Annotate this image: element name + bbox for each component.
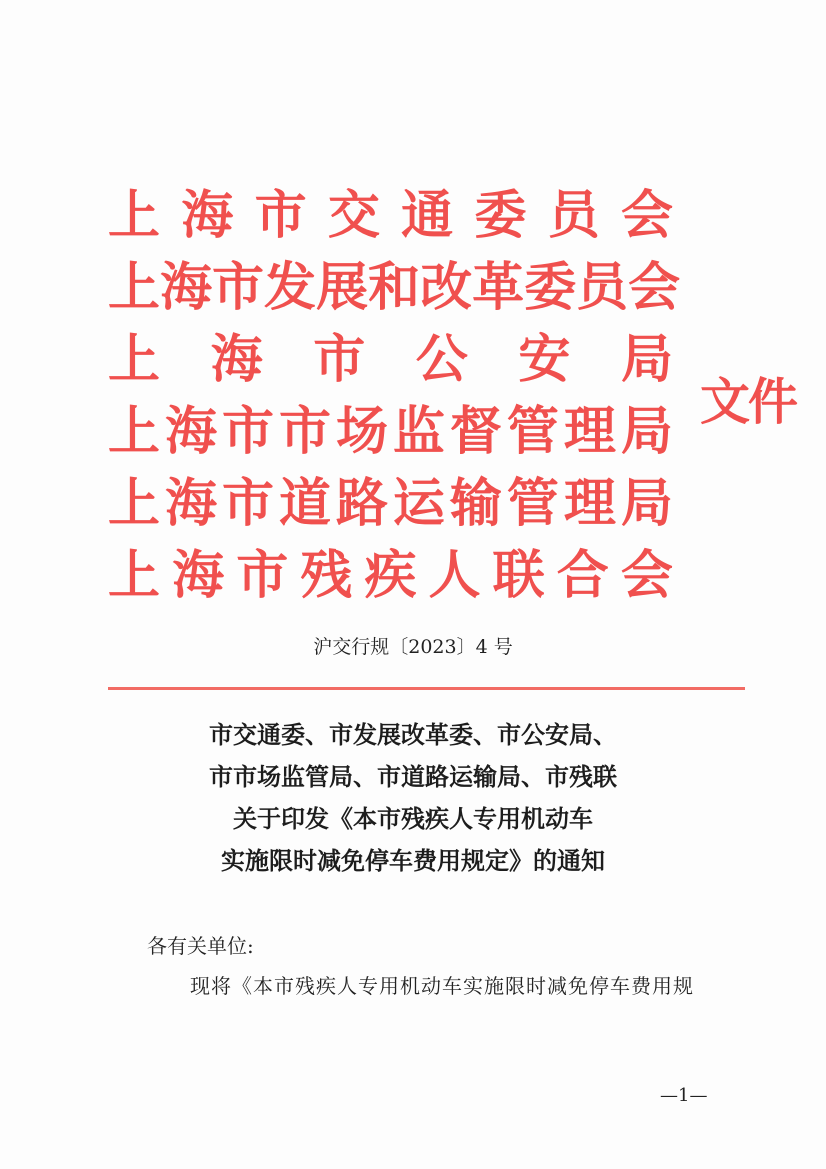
issuer-char: 委 xyxy=(524,257,577,318)
issuer-char: 管 xyxy=(506,401,559,462)
issuer-char: 监 xyxy=(392,401,445,462)
issuer-char: 上 xyxy=(108,473,161,534)
issuer-char: 员 xyxy=(576,257,629,318)
issuer-line xyxy=(108,468,673,540)
issuer-line xyxy=(108,540,673,612)
issuer-char: 上 xyxy=(108,329,161,390)
issuer-char: 市 xyxy=(221,401,274,462)
issuer-char: 上 xyxy=(108,545,161,606)
issuer-char: 上 xyxy=(108,185,161,246)
body-paragraph: 现将《本市残疾人专用机动车实施限时减免停车费用规 xyxy=(190,974,694,998)
issuer-char: 市 xyxy=(212,257,265,318)
salutation: 各有关单位: xyxy=(147,934,254,958)
issuer-line xyxy=(108,252,681,324)
issuer-char: 局 xyxy=(620,473,673,534)
issuer-char: 会 xyxy=(620,545,673,606)
page-number: —1— xyxy=(660,1085,708,1106)
issuer-char: 场 xyxy=(335,401,388,462)
title-line: 关于印发《本市残疾人专用机动车 xyxy=(233,805,593,833)
issuer-char: 市 xyxy=(313,329,366,390)
issuer-char: 会 xyxy=(620,185,673,246)
issuer-char: 疾 xyxy=(364,545,417,606)
issuer-char: 交 xyxy=(327,185,380,246)
red-divider xyxy=(108,687,745,690)
issuer-char: 会 xyxy=(628,257,681,318)
issuer-char: 道 xyxy=(278,473,331,534)
issuer-char: 残 xyxy=(300,545,353,606)
issuer-char: 委 xyxy=(474,185,527,246)
issuer-char: 海 xyxy=(172,545,225,606)
issuer-char: 海 xyxy=(160,257,213,318)
issuer-line xyxy=(108,324,673,396)
issuer-char: 局 xyxy=(620,401,673,462)
issuer-char: 局 xyxy=(620,329,673,390)
issuer-char: 改 xyxy=(420,257,473,318)
issuer-char: 运 xyxy=(392,473,445,534)
issuer-char: 联 xyxy=(492,545,545,606)
issuer-char: 革 xyxy=(472,257,525,318)
document-number: 沪交行规〔2023〕4 号 xyxy=(313,636,513,658)
issuer-char: 公 xyxy=(415,329,468,390)
issuer-char: 路 xyxy=(335,473,388,534)
issuer-char: 理 xyxy=(563,473,616,534)
issuer-char: 管 xyxy=(506,473,559,534)
issuer-char: 合 xyxy=(556,545,609,606)
issuer-char: 市 xyxy=(221,473,274,534)
issuer-char: 市 xyxy=(278,401,331,462)
issuer-char: 督 xyxy=(449,401,502,462)
issuer-char: 市 xyxy=(236,545,289,606)
title-line: 实施限时减免停车费用规定》的通知 xyxy=(221,847,605,875)
issuer-char: 输 xyxy=(449,473,502,534)
issuer-line xyxy=(108,180,673,252)
file-label: 文件 xyxy=(700,372,796,431)
issuer-char: 海 xyxy=(210,329,263,390)
issuer-char: 展 xyxy=(316,257,369,318)
issuer-char: 市 xyxy=(254,185,307,246)
title-line: 市市场监管局、市道路运输局、市残联 xyxy=(209,763,617,791)
issuer-char: 人 xyxy=(428,545,481,606)
issuer-char: 理 xyxy=(563,401,616,462)
issuer-char: 上 xyxy=(108,401,161,462)
issuer-char: 员 xyxy=(547,185,600,246)
issuer-char: 和 xyxy=(368,257,421,318)
issuer-char: 安 xyxy=(518,329,571,390)
issuer-char: 通 xyxy=(401,185,454,246)
issuer-char: 海 xyxy=(181,185,234,246)
issuer-char: 发 xyxy=(264,257,317,318)
issuer-char: 海 xyxy=(164,473,217,534)
issuer-char: 上 xyxy=(108,257,161,318)
issuer-line xyxy=(108,396,673,468)
title-line: 市交通委、市发展改革委、市公安局、 xyxy=(209,721,617,749)
notice-title xyxy=(0,714,826,882)
issuer-char: 海 xyxy=(164,401,217,462)
issuing-authorities xyxy=(108,180,681,612)
